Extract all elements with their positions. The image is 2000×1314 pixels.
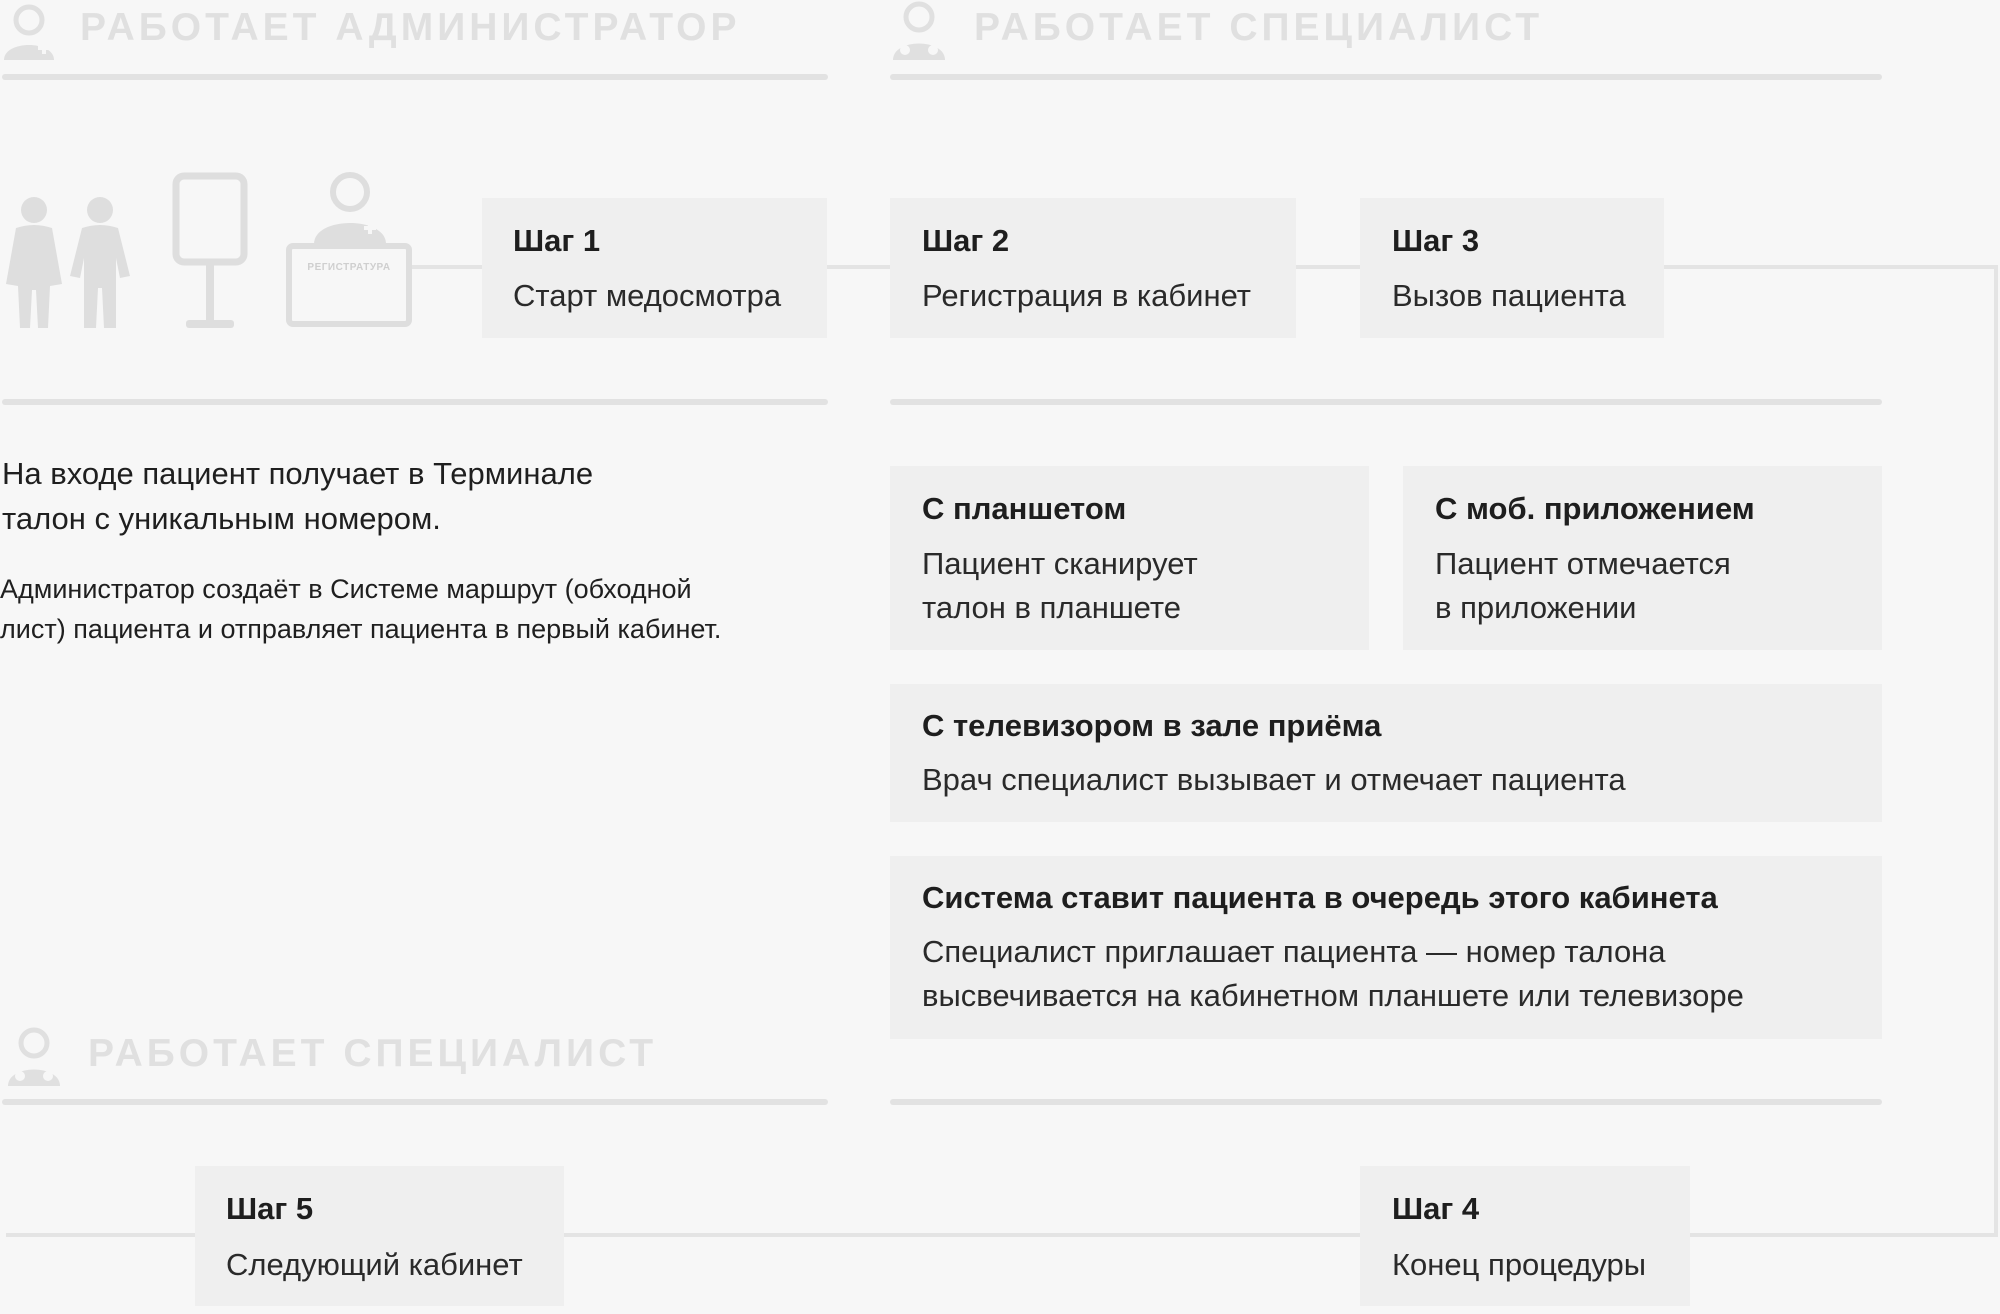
step-2-text: Регистрация в кабинет bbox=[922, 278, 1251, 313]
divider-specialist-bottom-right bbox=[890, 1099, 1882, 1105]
queue-line-2: высвечивается на кабинетном планшете или телевизоре bbox=[922, 978, 1744, 1013]
divider-admin-mid bbox=[2, 399, 828, 405]
step-3-title: Шаг 3 bbox=[1392, 223, 1480, 258]
doctor-icon bbox=[4, 1026, 64, 1086]
terminal-icon bbox=[172, 172, 248, 330]
step-3-box bbox=[1360, 198, 1664, 338]
administrator-icon bbox=[0, 2, 58, 60]
admin-description-line-3: Администратор создаёт в Системе маршрут (обходной bbox=[0, 574, 692, 604]
option-tablet-title: С планшетом bbox=[922, 491, 1127, 526]
role-title-specialist-bottom: РАБОТАЕТ СПЕЦИАЛИСТ bbox=[88, 1032, 658, 1075]
doctor-icon bbox=[888, 0, 950, 60]
admin-description-line-2: талон с уникальным номером. bbox=[2, 501, 441, 536]
divider-specialist-top bbox=[890, 74, 1882, 80]
step-5-text: Следующий кабинет bbox=[226, 1247, 523, 1282]
option-mobile-line-2: в приложении bbox=[1435, 590, 1637, 625]
admin-description-line-1: На входе пациент получает в Терминале bbox=[2, 456, 594, 491]
option-tablet-line-2: талон в планшете bbox=[922, 590, 1181, 625]
step-5-box bbox=[195, 1166, 564, 1306]
option-mobile-line-1: Пациент отмечается bbox=[1435, 546, 1731, 581]
admin-description-line-4: лист) пациента и отправляет пациента в первый кабинет. bbox=[0, 614, 722, 644]
patients-icon bbox=[0, 196, 136, 330]
queue-line-1: Специалист приглашает пациента — номер талона bbox=[922, 934, 1666, 969]
step-4-title: Шаг 4 bbox=[1392, 1191, 1480, 1226]
divider-specialist-bottom-left bbox=[2, 1099, 828, 1105]
option-tv-text: Врач специалист вызывает и отмечает пациента bbox=[922, 762, 1626, 797]
step-1-title: Шаг 1 bbox=[513, 223, 601, 258]
step-3-text: Вызов пациента bbox=[1392, 278, 1626, 313]
step-4-text: Конец процедуры bbox=[1392, 1247, 1647, 1282]
divider-admin-top bbox=[2, 74, 828, 80]
queue-title: Система ставит пациента в очередь этого кабинета bbox=[922, 880, 1718, 915]
step-2-title: Шаг 2 bbox=[922, 223, 1010, 258]
reception-icon bbox=[284, 172, 414, 328]
option-tablet-line-1: Пациент сканирует bbox=[922, 546, 1198, 581]
step-1-box bbox=[482, 198, 827, 338]
step-5-title: Шаг 5 bbox=[226, 1191, 314, 1226]
reception-label: РЕГИСТРАТУРА bbox=[307, 262, 391, 273]
option-mobile-title: С моб. приложением bbox=[1435, 491, 1755, 526]
step-2-box bbox=[890, 198, 1296, 338]
step-4-box bbox=[1360, 1166, 1690, 1306]
flow-line-right bbox=[1994, 265, 1998, 1237]
option-tv-title: С телевизором в зале приёма bbox=[922, 708, 1382, 743]
step-1-text: Старт медосмотра bbox=[513, 278, 782, 313]
role-title-administrator: РАБОТАЕТ АДМИНИСТРАТОР bbox=[80, 6, 741, 49]
role-title-specialist: РАБОТАЕТ СПЕЦИАЛИСТ bbox=[974, 6, 1544, 49]
divider-specialist-mid bbox=[890, 399, 1882, 405]
